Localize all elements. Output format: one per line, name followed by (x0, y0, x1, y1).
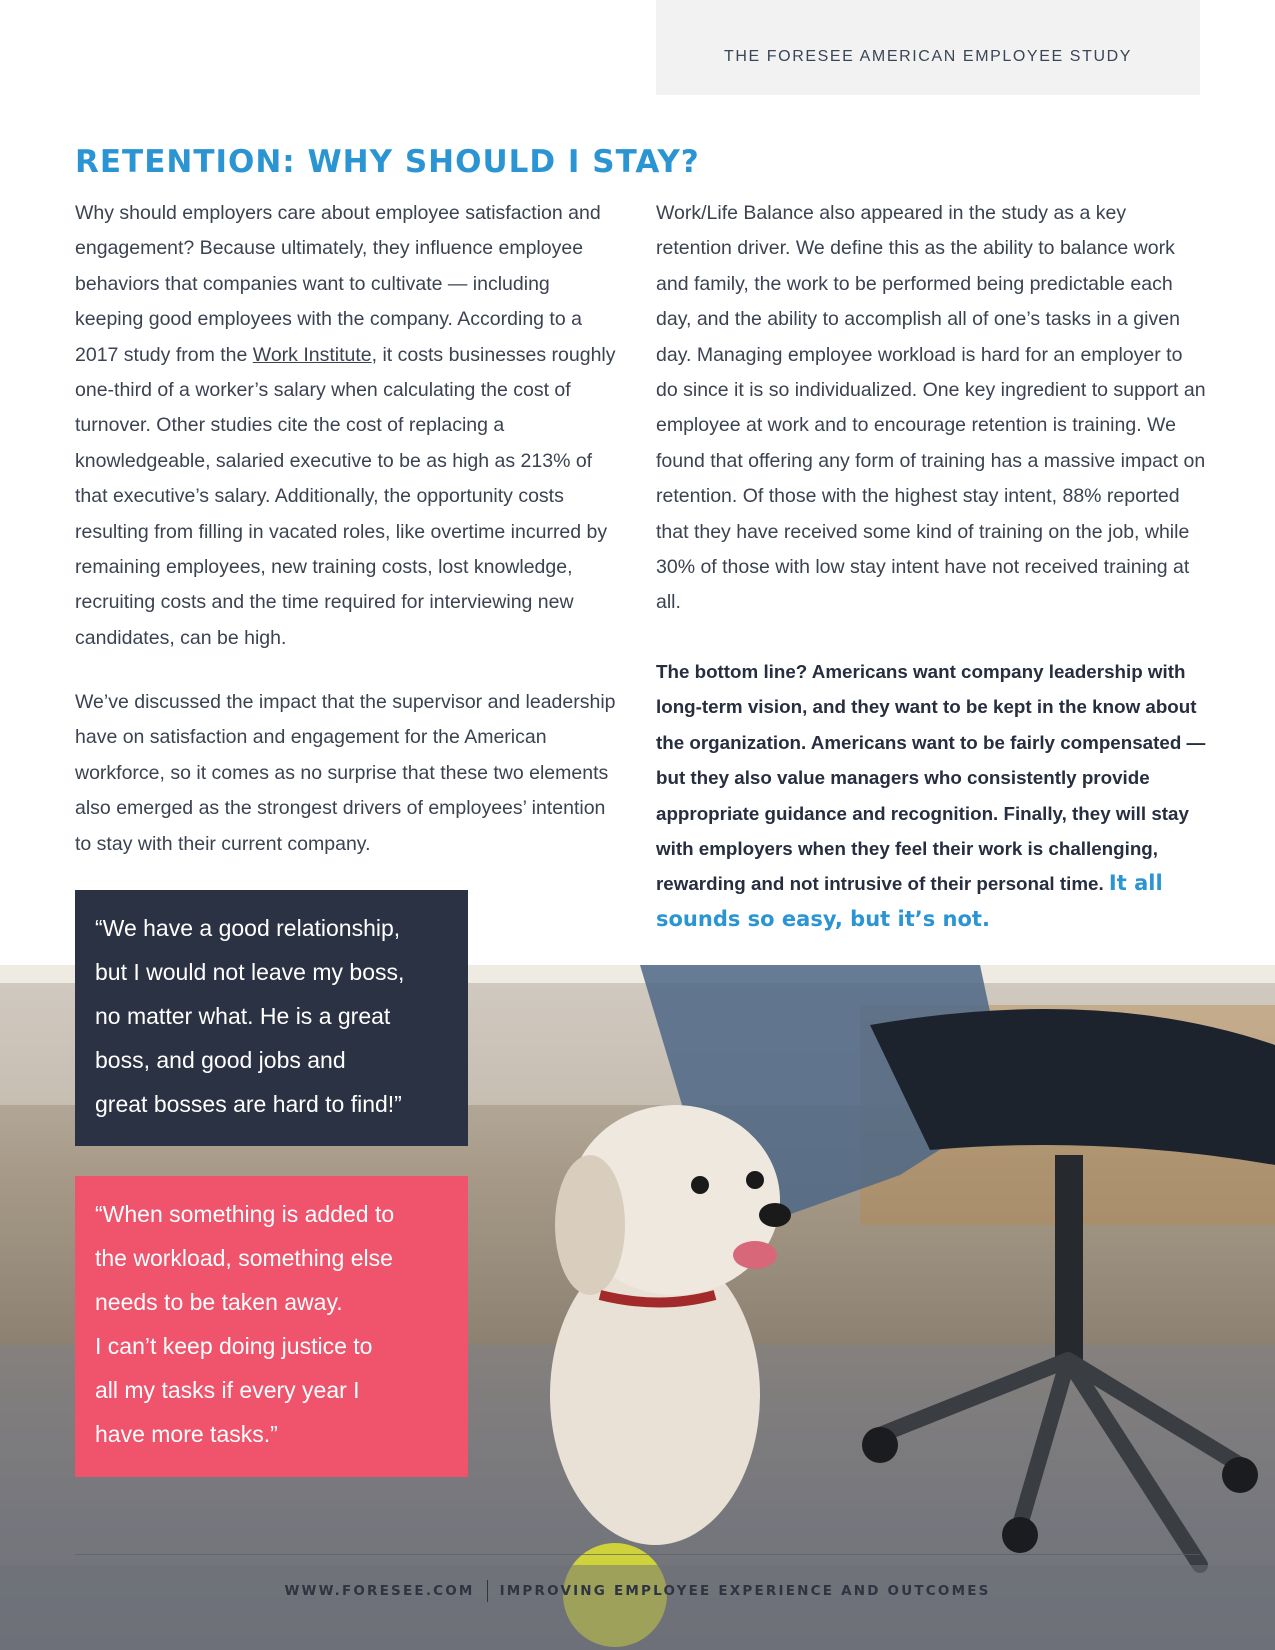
highlight-sentence: It all sounds so easy, but it’s not. (656, 871, 1163, 931)
quote-card-workload: “When something is added to the workload, something else needs to be taken away. I can’t keep doing justice to all my tasks if every year I have more tasks.” (75, 1176, 468, 1477)
bottom-line-paragraph: The bottom line? Americans want company leadership with long-term vision, and they want to be kept in the know about the organization. Americans want to be fairly compensated — but they also value managers who consistently provide appropriate guidance and recognition. Finally, they will stay with employers when they feel their work is challenging, rewarding and not intrusive of their personal time. It all sounds so easy, but it’s not. (656, 661, 1206, 931)
quote-card-boss: “We have a good relationship, but I would not leave my boss, no matter what. He is a great boss, and good jobs and great bosses are hard to find!” (75, 890, 468, 1146)
section-title: RETENTION: WHY SHOULD I STAY? (75, 144, 700, 180)
footer-rule (75, 1554, 1200, 1555)
study-title: THE FORESEE AMERICAN EMPLOYEE STUDY (723, 48, 1133, 65)
right-paragraph-1: Work/Life Balance also appeared in the study as a key retention driver. We define this as the ability to balance work and family, the work to be performed being predictable each day, and the ability to accomplish all of one’s tasks in a given day. Managing employee workload is hard for an employer to do since it is so individualized. One key ingredient to support an employee at work and to encourage retention is training. We found that offering any form of training has a massive impact on retention. Of those with the highest stay intent, 88% reported that they have received some kind of training on the job, while 30% of those with low stay intent have not received training at all. (656, 202, 1206, 614)
footer-tagline: IMPROVING EMPLOYEE EXPERIENCE AND OUTCOMES (499, 1583, 991, 1599)
left-paragraph-2: We’ve discussed the impact that the supervisor and leadership have on satisfaction and engagement for the American workforce, so it comes as no surprise that these two elements also emerged as the strongest drivers of employees’ intention to stay with their current company. (75, 691, 616, 855)
work-institute-link[interactable]: Work Institute (252, 343, 372, 366)
footer (0, 1580, 1275, 1602)
left-paragraph-1: Why should employers care about employee satisfaction and engagement? Because ultimately, they influence employee behaviors that companies want to cultivate — including keeping good employees with the company. According to a 2017 study from the Work Institute, it costs businesses roughly one-third of a worker’s salary when calculating the cost of turnover. Other studies cite the cost of replacing a knowledgeable, salaried executive to be as high as 213% of that executive’s salary. Additionally, the opportunity costs resulting from filling in vacated roles, like overtime incurred by remaining employees, new training costs, lost knowledge, recruiting costs and the time required for interviewing new candidates, can be high. (75, 202, 616, 649)
footer-separator (487, 1580, 488, 1602)
footer-website[interactable]: WWW.FORESEE.COM (284, 1583, 475, 1599)
header-band (656, 0, 1200, 95)
